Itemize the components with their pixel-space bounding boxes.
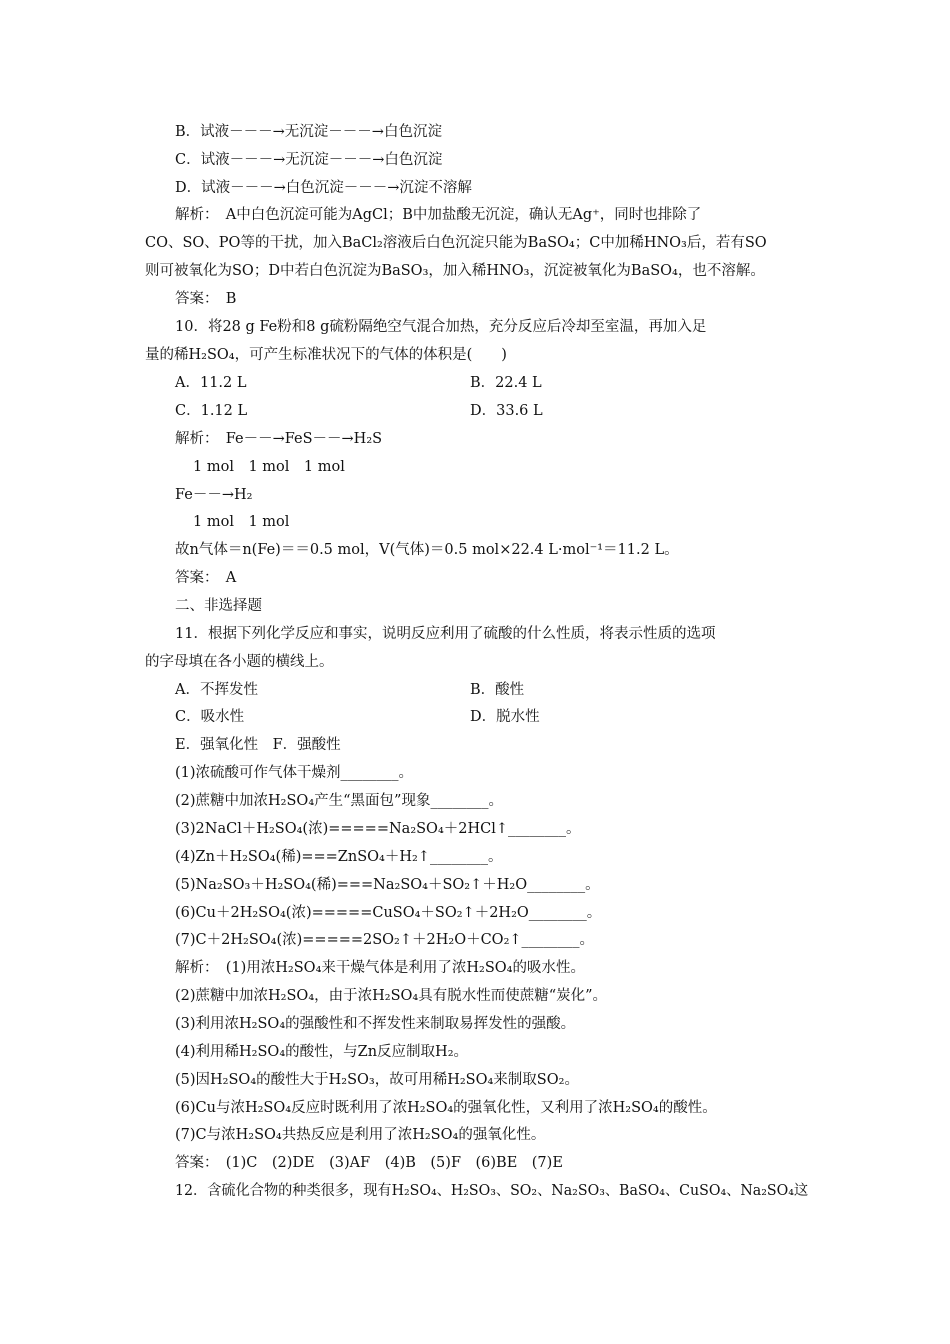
q11-item-3: (3)2NaCl＋H₂SO₄(浓)=====Na₂SO₄＋2HCl↑________。 xyxy=(175,821,581,837)
q9-answer: 答案： B xyxy=(175,291,237,307)
q10-option-b: B．22.4 L xyxy=(470,375,542,391)
q10-stem-line-1: 10．将28 g Fe粉和8 g硫粉隔绝空气混合加热，充分反应后冷却至室温，再加入足 xyxy=(175,319,707,335)
q11-item-6: (6)Cu＋2H₂SO₄(浓)=====CuSO₄＋SO₂↑＋2H₂O________。 xyxy=(175,905,602,921)
q11-option-ef: E．强氧化性 F．强酸性 xyxy=(175,737,341,753)
q9-option-c: C．试液－－－→无沉淀－－－→白色沉淀 xyxy=(175,152,443,168)
q11-analysis-line-2: (2)蔗糖中加浓H₂SO₄，由于浓H₂SO₄具有脱水性而使蔗糖“炭化”。 xyxy=(175,988,608,1004)
q11-item-4: (4)Zn＋H₂SO₄(稀)===ZnSO₄＋H₂↑________。 xyxy=(175,849,503,865)
q11-analysis-line-7: (7)C与浓H₂SO₄共热反应是利用了浓H₂SO₄的强氧化性。 xyxy=(175,1127,546,1143)
q11-item-2: (2)蔗糖中加浓H₂SO₄产生“黑面包”现象________。 xyxy=(175,793,503,809)
q11-analysis-line-4: (4)利用稀H₂SO₄的酸性，与Zn反应制取H₂。 xyxy=(175,1044,469,1060)
q9-analysis-line-3: 则可被氧化为SO；D中若白色沉淀为BaSO₃，加入稀HNO₃，沉淀被氧化为BaSO₄，也不溶解。 xyxy=(145,263,765,279)
q10-analysis-line-3: Fe－－→H₂ xyxy=(175,487,253,503)
q11-item-1: (1)浓硫酸可作气体干燥剂________。 xyxy=(175,765,414,781)
q11-item-5: (5)Na₂SO₃＋H₂SO₄(稀)===Na₂SO₄＋SO₂↑＋H₂O________。 xyxy=(175,877,600,893)
q11-stem-line-2: 的字母填在各小题的横线上。 xyxy=(145,654,334,670)
q11-analysis-line-5: (5)因H₂SO₄的酸性大于H₂SO₃，故可用稀H₂SO₄来制取SO₂。 xyxy=(175,1072,579,1088)
q10-analysis-line-1: 解析： Fe－－→FeS－－→H₂S xyxy=(175,431,383,447)
q10-stem-line-2: 量的稀H₂SO₄，可产生标准状况下的气体的体积是( ) xyxy=(145,347,507,363)
q9-analysis-line-2: CO、SO、PO等的干扰，加入BaCl₂溶液后白色沉淀只能为BaSO₄；C中加稀HNO₃后，若有SO xyxy=(145,235,767,251)
q9-analysis-line-1: 解析： A中白色沉淀可能为AgCl；B中加盐酸无沉淀，确认无Ag⁺，同时也排除了 xyxy=(175,207,702,223)
q10-answer: 答案： A xyxy=(175,570,237,586)
q12-stem: 12．含硫化合物的种类很多，现有H₂SO₄、H₂SO₃、SO₂、Na₂SO₃、BaSO₄、CuSO₄、Na₂SO₄这 xyxy=(175,1183,809,1199)
section-title: 二、非选择题 xyxy=(175,598,262,614)
q11-answer: 答案： (1)C (2)DE (3)AF (4)B (5)F (6)BE (7)E xyxy=(175,1155,563,1171)
q9-option-d: D．试液－－－→白色沉淀－－－→沉淀不溶解 xyxy=(175,180,472,196)
q10-analysis-line-2: 1 mol 1 mol 1 mol xyxy=(193,459,345,475)
q11-option-c: C．吸水性 xyxy=(175,709,245,725)
q9-option-b: B．试液－－－→无沉淀－－－→白色沉淀 xyxy=(175,124,442,140)
q11-analysis-line-6: (6)Cu与浓H₂SO₄反应时既利用了浓H₂SO₄的强氧化性，又利用了浓H₂SO₄的酸性。 xyxy=(175,1100,717,1116)
q11-analysis-line-3: (3)利用浓H₂SO₄的强酸性和不挥发性来制取易挥发性的强酸。 xyxy=(175,1016,576,1032)
q10-option-d: D．33.6 L xyxy=(470,403,543,419)
q11-item-7: (7)C＋2H₂SO₄(浓)=====2SO₂↑＋2H₂O＋CO₂↑________。 xyxy=(175,932,595,948)
q10-analysis-line-4: 1 mol 1 mol xyxy=(193,514,290,530)
q11-stem-line-1: 11．根据下列化学反应和事实，说明反应利用了硫酸的什么性质，将表示性质的选项 xyxy=(175,626,716,642)
q11-option-a: A．不挥发性 xyxy=(175,682,258,698)
q10-option-c: C．1.12 L xyxy=(175,403,248,419)
q10-analysis-line-5: 故n气体＝n(Fe)＝＝0.5 mol，V(气体)＝0.5 mol×22.4 L·mol⁻¹＝11.2 L。 xyxy=(175,542,679,558)
q11-analysis-line-1: 解析： (1)用浓H₂SO₄来干燥气体是利用了浓H₂SO₄的吸水性。 xyxy=(175,960,585,976)
q10-option-a: A．11.2 L xyxy=(175,375,247,391)
q11-option-d: D．脱水性 xyxy=(470,709,540,725)
q11-option-b: B．酸性 xyxy=(470,682,525,698)
